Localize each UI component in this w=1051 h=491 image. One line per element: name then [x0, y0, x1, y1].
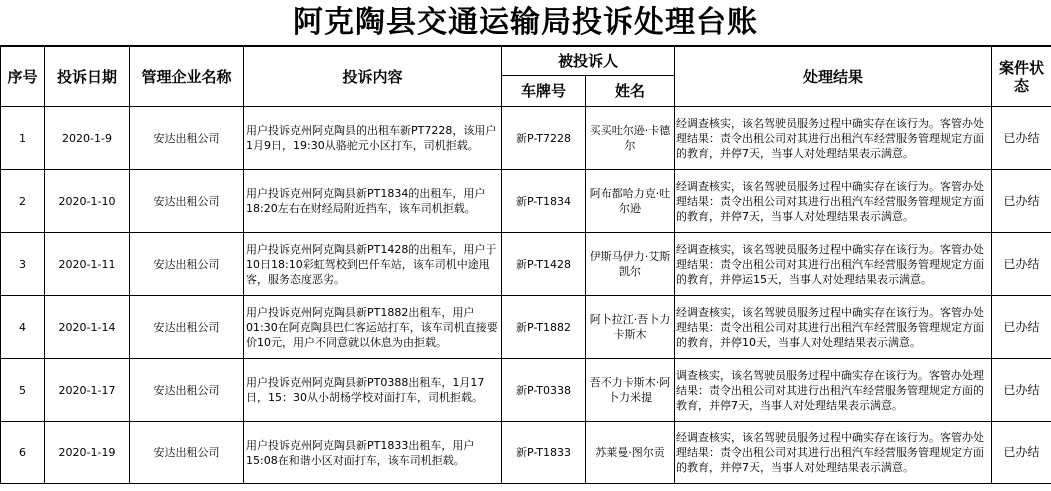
header-company: 管理企业名称 — [130, 47, 244, 107]
cell-date: 2020-1-14 — [45, 296, 130, 359]
cell-seq: 6 — [1, 422, 45, 484]
page-title: 阿克陶县交通运输局投诉处理台账 — [0, 0, 1051, 46]
cell-status: 已办结 — [992, 170, 1051, 233]
cell-seq: 1 — [1, 107, 45, 170]
cell-name: 阿布都哈力克·吐尔逊 — [586, 170, 675, 233]
cell-name: 伊斯马伊力·艾斯凯尔 — [586, 233, 675, 296]
cell-status: 已办结 — [992, 422, 1051, 484]
cell-date: 2020-1-19 — [45, 422, 130, 484]
cell-company: 安达出租公司 — [130, 233, 244, 296]
cell-result: 经调查核实，该名驾驶员服务过程中确实存在该行为。客管办处理结果：责令出租公司对其进行出租汽车经营服务管理规定方面的教育，并停7天，当事人对处理结果表示满意。 — [675, 422, 992, 484]
cell-content: 用户投诉克州阿克陶县的出租车新PT7228，该用户1月9日，19:30从骆驼元小区打车，司机拒载。 — [244, 107, 502, 170]
header-seq: 序号 — [1, 47, 45, 107]
cell-plate: 新P-T7228 — [502, 107, 586, 170]
cell-plate: 新P-T1428 — [502, 233, 586, 296]
cell-status: 已办结 — [992, 107, 1051, 170]
cell-result: 经调查核实，该名驾驶员服务过程中确实存在该行为。客管办处理结果：责令出租公司对其进行出租汽车经营服务管理规定方面的教育，并停7天，当事人对处理结果表示满意。 — [675, 170, 992, 233]
cell-plate: 新P-T0338 — [502, 359, 586, 422]
cell-result: 经调查核实，该名驾驶员服务过程中确实存在该行为。客管办处理结果：责令出租公司对其进行出租汽车经营服务管理规定方面的教育，并停10天，当事人对处理结果表示满意。 — [675, 296, 992, 359]
cell-status: 已办结 — [992, 359, 1051, 422]
header-respondent: 被投诉人 — [502, 47, 675, 76]
cell-company: 安达出租公司 — [130, 422, 244, 484]
table-row — [1, 422, 1051, 484]
table-row — [1, 359, 1051, 422]
cell-result: 经调查核实，该名驾驶员服务过程中确实存在该行为。客管办处理结果：责令出租公司对其进行出租汽车经营服务管理规定方面的教育，并停7天，当事人对处理结果表示满意。 — [675, 107, 992, 170]
cell-date: 2020-1-17 — [45, 359, 130, 422]
cell-date: 2020-1-9 — [45, 107, 130, 170]
cell-date: 2020-1-10 — [45, 170, 130, 233]
header-result: 处理结果 — [675, 47, 992, 107]
cell-name: 阿卜拉江·吾卜力卡斯木 — [586, 296, 675, 359]
cell-name: 吾不力卡斯木·阿卜力米提 — [586, 359, 675, 422]
cell-company: 安达出租公司 — [130, 359, 244, 422]
table-row — [1, 107, 1051, 170]
cell-content: 用户投诉克州阿克陶县新PT1428的出租车，用户于10日18:10彩虹驾校到巴仟车站，该车司机中途甩客，服务态度恶劣。 — [244, 233, 502, 296]
cell-seq: 2 — [1, 170, 45, 233]
header-name: 姓名 — [586, 76, 675, 107]
cell-name: 买买吐尔逊·卡德尔 — [586, 107, 675, 170]
cell-name: 苏莱曼·图尔贡 — [586, 422, 675, 484]
header-content: 投诉内容 — [244, 47, 502, 107]
cell-content: 用户投诉克州阿克陶县新PT1833出租车，用户15:08在和谐小区对面打车，该车司机拒载。 — [244, 422, 502, 484]
cell-result: 调查核实，该名驾驶员服务过程中确实存在该行为。客管办处理结果：责令出租公司对其进行出租汽车经营服务管理规定方面的教育，并停7天，当事人对处理结果表示满意。 — [675, 359, 992, 422]
header-status: 案件状态 — [992, 47, 1051, 107]
table-row — [1, 170, 1051, 233]
cell-plate: 新P-T1834 — [502, 170, 586, 233]
header-row — [1, 47, 1051, 76]
cell-status: 已办结 — [992, 233, 1051, 296]
cell-content: 用户投诉克州阿克陶县新PT1882出租车，用户01:30在阿克陶县巴仁客运站打车，该车司机直接要价10元，用户不同意就以休息为由拒载。 — [244, 296, 502, 359]
cell-result: 经调查核实，该名驾驶员服务过程中确实存在该行为。客管办处理结果：责令出租公司对其进行出租汽车经营服务管理规定方面的教育，并停运15天，当事人对处理结果表示满意。 — [675, 233, 992, 296]
complaint-table — [0, 46, 1051, 484]
cell-plate: 新P-T1882 — [502, 296, 586, 359]
cell-plate: 新P-T1833 — [502, 422, 586, 484]
cell-content: 用户投诉克州阿克陶县新PT0388出租车，1月17日，15：30从小胡杨学校对面打车，司机拒载。 — [244, 359, 502, 422]
table-row — [1, 233, 1051, 296]
cell-status: 已办结 — [992, 296, 1051, 359]
cell-seq: 3 — [1, 233, 45, 296]
cell-seq: 5 — [1, 359, 45, 422]
cell-date: 2020-1-11 — [45, 233, 130, 296]
cell-seq: 4 — [1, 296, 45, 359]
cell-company: 安达出租公司 — [130, 296, 244, 359]
header-date: 投诉日期 — [45, 47, 130, 107]
cell-content: 用户投诉克州阿克陶县新PT1834的出租车，用户18:20左右在财经局附近挡车，该车司机拒载。 — [244, 170, 502, 233]
header-plate: 车牌号 — [502, 76, 586, 107]
cell-company: 安达出租公司 — [130, 170, 244, 233]
table-row — [1, 296, 1051, 359]
cell-company: 安达出租公司 — [130, 107, 244, 170]
